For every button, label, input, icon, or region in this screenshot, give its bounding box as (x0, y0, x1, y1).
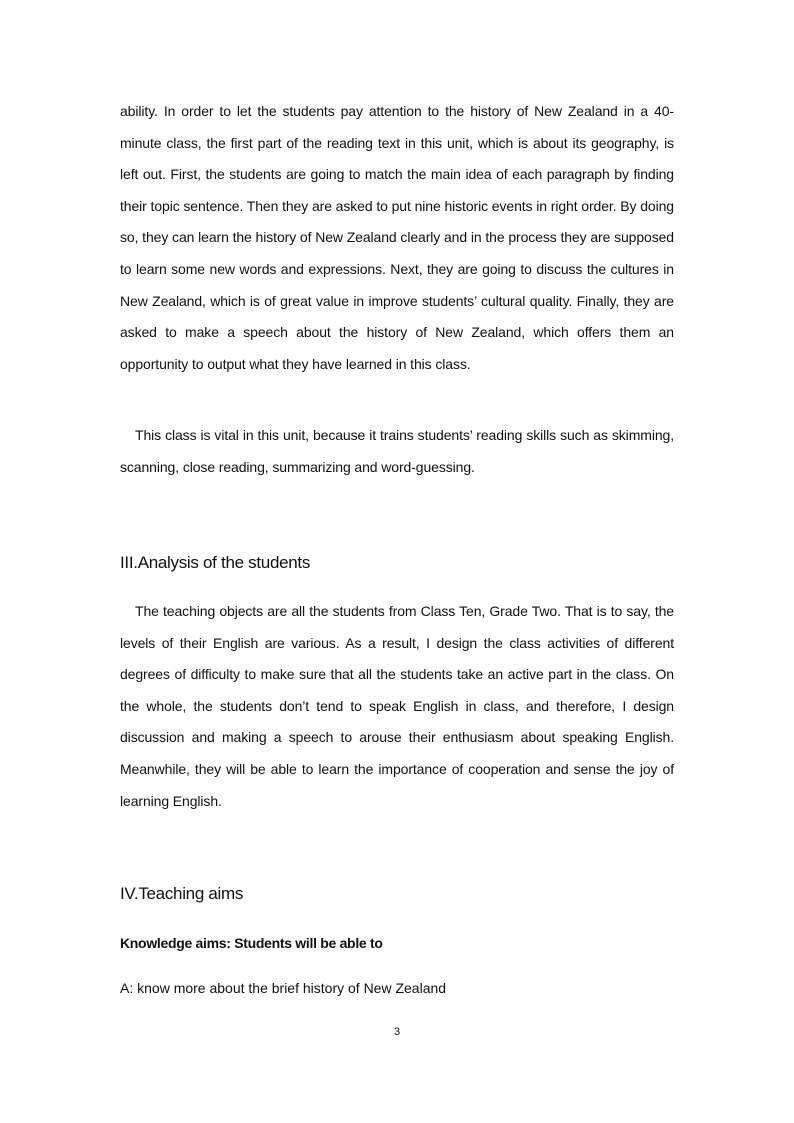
paragraph-class-activities: ability. In order to let the students pay attention to the history of New Zealand in a 40-minute class, the first part of the reading text in this unit, which is about its geography, is left out. First, the students are going to match the main idea of each paragraph by finding their topic sentence. Then they are asked to put nine historic events in right order. By doing so, they can learn the history of New Zealand clearly and in the process they are supposed to learn some new words and expressions. Next, they are going to discuss the cultures in New Zealand, which is of great value in improve students’ cultural quality. Finally, they are asked to make a speech about the history of New Zealand, which offers them an opportunity to output what they have learned in this class. (120, 103, 674, 372)
aim-item-a: A: know more about the brief history of New Zealand (120, 980, 447, 996)
subheading-knowledge-aims: Knowledge aims: Students will be able to (120, 935, 383, 951)
paragraph-class-importance: This class is vital in this unit, because it trains students’ reading skills such as skimming, scanning, close reading, summarizing and word-guessing. (120, 427, 674, 475)
heading-teaching-aims: IV.Teaching aims (120, 884, 244, 903)
paragraph-students-analysis: The teaching objects are all the students from Class Ten, Grade Two. That is to say, the levels of their English are various. As a result, I design the class activities of different degrees of difficulty to make sure that all the students take an active part in the class. On the whole, the students don’t tend to speak English in class, and therefore, I design discussion and making a speech to arouse their enthusiasm about speaking English. Meanwhile, they will be able to learn the importance of cooperation and sense the joy of learning English. (120, 603, 674, 809)
heading-analysis-of-students: III.Analysis of the students (120, 553, 311, 572)
page-number: 3 (393, 1026, 401, 1038)
